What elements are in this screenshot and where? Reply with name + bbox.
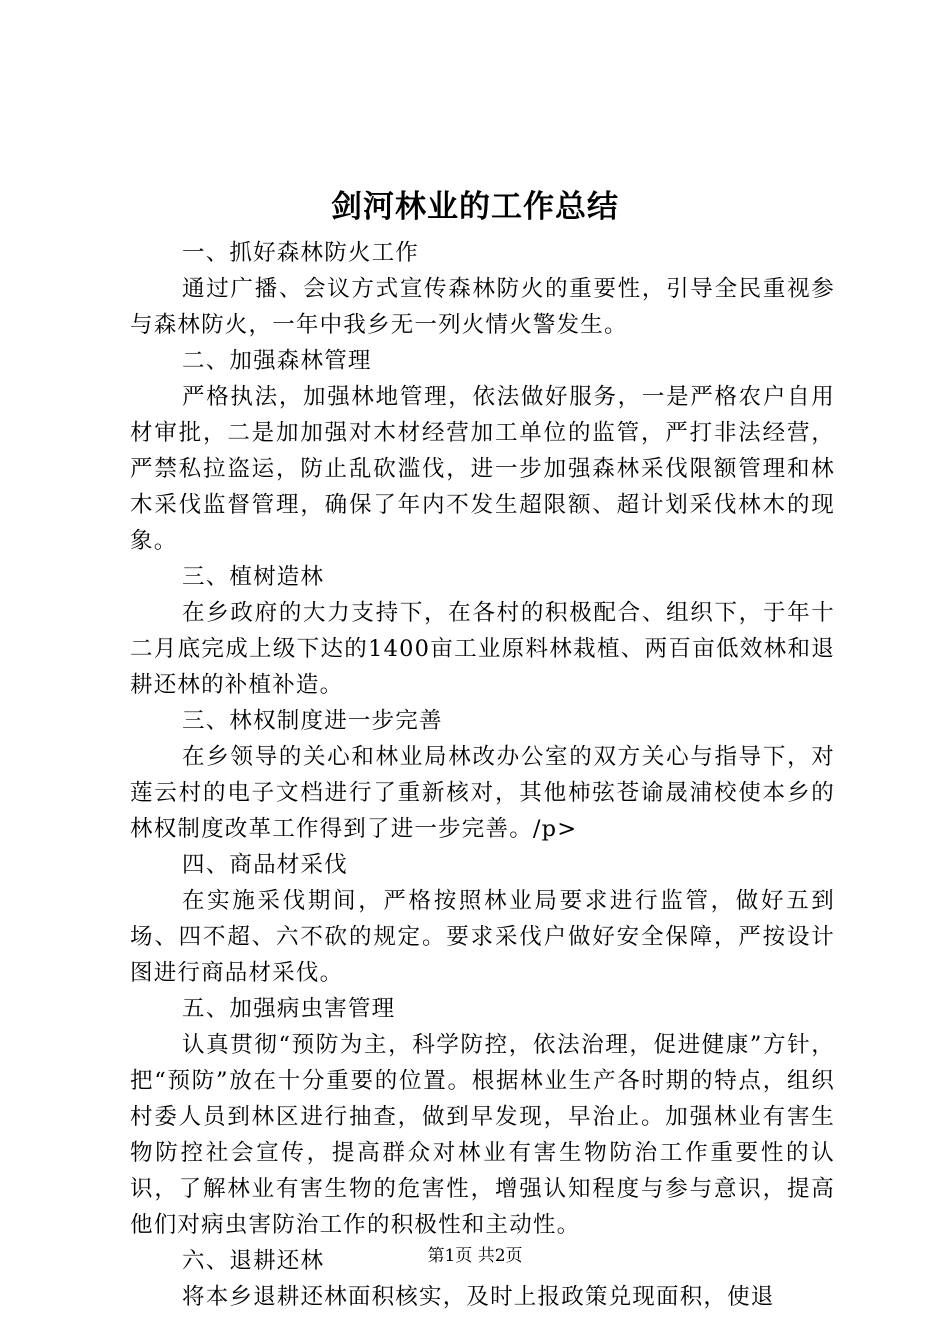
body-paragraph: 严格执法，加强林地管理，依法做好服务，一是严格农户自用材审批，二是加加强对木材经营加工单位的监管，严打非法经营，严禁私拉盗运，防止乱砍滥伐，进一步加强森林采伐限额管理和林木采伐监督管理，确保了年内不发生超限额、超计划采伐林木的现象。: [130, 384, 835, 554]
body-paragraph: 认真贯彻“预防为主，科学防控，依法治理，促进健康”方针，把“预防”放在十分重要的位置。根据林业生产各时期的特点，组织村委人员到林区进行抽查，做到早发现，早治止。加强林业有害生物防控社会宣传，提高群众对林业有害生物防治工作重要性的认识，了解林业有害生物的危害性，增强认知程度与参与意识，提高他们对病虫害防治工作的积极性和主动性。: [130, 1032, 835, 1238]
section-heading: 一、抓好森林防火工作: [182, 240, 420, 266]
section-heading: 六、退耕还林: [182, 1248, 325, 1274]
body-paragraph: 在乡领导的关心和林业局林改办公室的双方关心与指导下，对莲云村的电子文档进行了重新核对，其他柿弦苍谕晟浦校使本乡的林权制度改革工作得到了进一步完善。/p>: [130, 744, 835, 842]
body-paragraph: 通过广播、会议方式宣传森林防火的重要性，引导全民重视参与森林防火，一年中我乡无一列火情火警发生。: [130, 276, 835, 338]
document-title: 剑河林业的工作总结: [331, 189, 619, 225]
body-paragraph: 将本乡退耕还林面积核实，及时上报政策兑现面积，使退: [182, 1284, 775, 1310]
body-paragraph: 在乡政府的大力支持下，在各村的积极配合、组织下，于年十二月底完成上级下达的1400亩工业原料林栽植、两百亩低效林和退耕还林的补植补造。: [130, 600, 835, 698]
body-paragraph: 在实施采伐期间，严格按照林业局要求进行监管，做好五到场、四不超、六不砍的规定。要求采伐户做好安全保障，严按设计图进行商品材采伐。: [130, 888, 835, 986]
document-body: [130, 235, 835, 1315]
section-heading: 二、加强森林管理: [182, 348, 372, 374]
section-heading: 三、植树造林: [182, 564, 325, 590]
section-heading: 四、商品材采伐: [182, 852, 348, 878]
page-footer: 第1页 共2页: [427, 1246, 523, 1266]
section-heading: 五、加强病虫害管理: [182, 996, 396, 1022]
section-heading: 三、林权制度进一步完善: [182, 708, 443, 734]
